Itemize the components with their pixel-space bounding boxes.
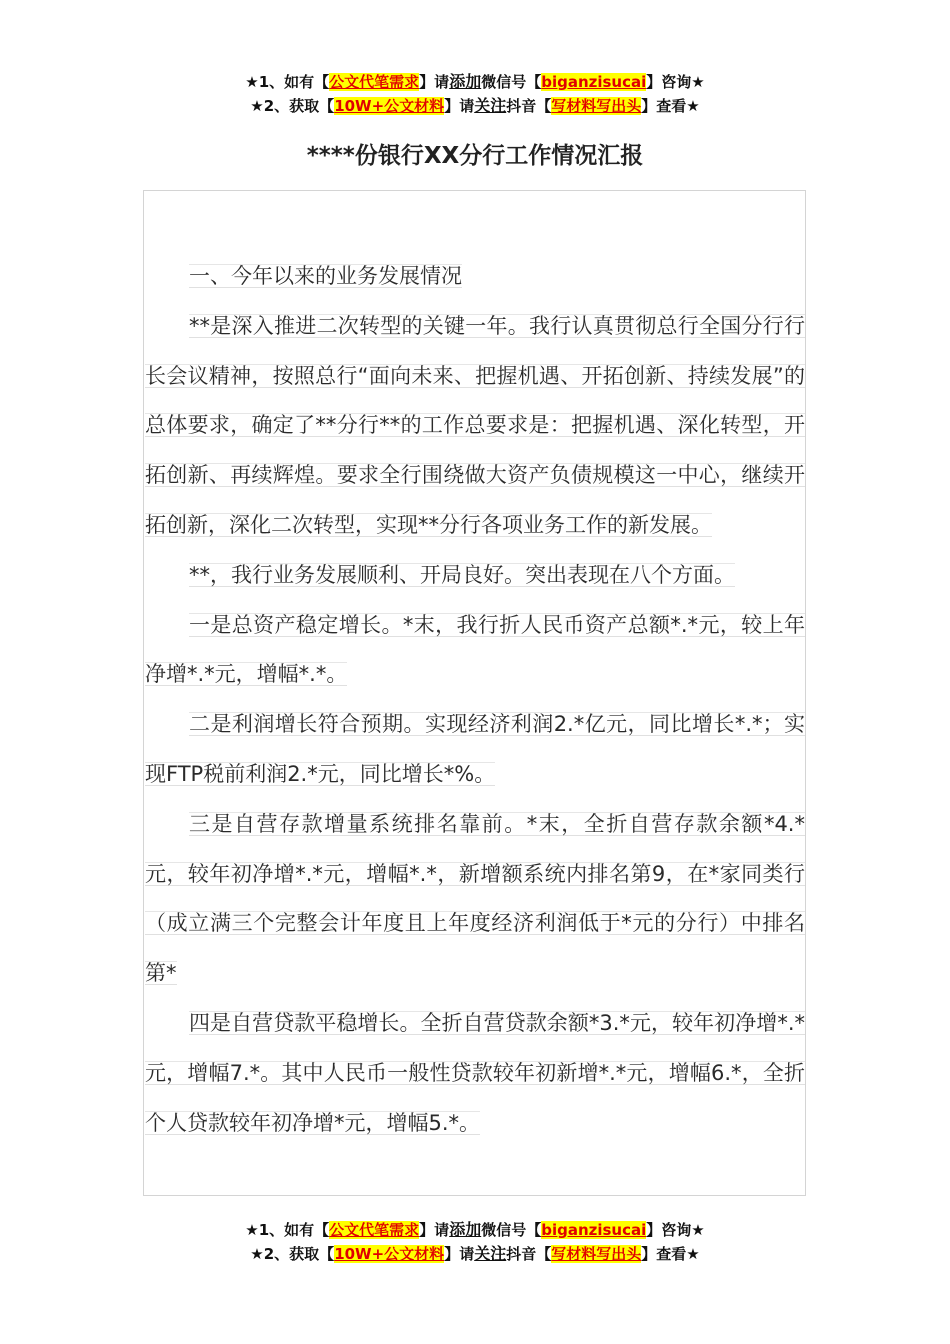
ad-line-1 <box>0 1218 950 1242</box>
ad-text: 】查看★ <box>641 97 700 115</box>
paragraph <box>145 800 805 999</box>
ad-highlight: 10W+公文材料 <box>334 1245 445 1263</box>
ad-highlight: 10W+公文材料 <box>334 97 445 115</box>
ad-text: 】请 <box>419 73 450 91</box>
ad-text: ★1、如有【 <box>245 1221 330 1239</box>
paragraph-text: **是深入推进二次转型的关键一年。我行认真贯彻总行全国分行行长会议精神，按照总行“面向未来、把握机遇、开拓创新、持续发展”的总体要求，确定了**分行**的工作总要求是：把握机遇、深化转型，开拓创新、再续辉煌。要求全行围绕做大资产负债规模这一中心，继续开拓创新，深化二次转型，实现**分行各项业务工作的新发展。 <box>145 313 805 537</box>
ad-line-2 <box>0 1242 950 1266</box>
paragraph-text: 二是利润增长符合预期。实现经济利润2.*亿元，同比增长*.*；实现FTP税前利润2.*元，同比增长*%。 <box>145 712 805 786</box>
ad-text: 】咨询★ <box>646 73 705 91</box>
ad-highlight: biganzisucai <box>541 1221 647 1239</box>
ad-text: 】咨询★ <box>646 1221 705 1239</box>
ad-line-1 <box>0 70 950 94</box>
paragraph-text: 一、今年以来的业务发展情况 <box>189 264 462 288</box>
paragraph <box>145 302 805 551</box>
paragraph <box>145 700 805 800</box>
ad-highlight: 公文代笔需求 <box>329 73 420 91</box>
ad-underline: 关注 <box>474 1244 507 1263</box>
paragraph <box>145 601 805 701</box>
ad-text: 】请 <box>444 1245 475 1263</box>
paragraph-text: 四是自营贷款平稳增长。全折自营贷款余额*3.*元，较年初净增*.*元，增幅7.*。其中人民币一般性贷款较年初新增*.*元，增幅6.*，全折个人贷款较年初净增*元，增幅5.*。 <box>145 1010 805 1135</box>
ad-highlight: 写材料写出头 <box>551 1245 642 1263</box>
ad-highlight: 写材料写出头 <box>551 97 642 115</box>
ad-banner-bottom <box>0 1218 950 1266</box>
section-heading <box>145 252 805 302</box>
document-title: ****份银行XX分行工作情况汇报 <box>306 143 644 169</box>
document-body <box>145 252 805 1148</box>
ad-text: ★2、获取【 <box>250 97 335 115</box>
ad-underline: 关注 <box>474 96 507 115</box>
paragraph <box>145 999 805 1148</box>
paragraph <box>145 551 805 601</box>
paragraph-text: 三是自营存款增量系统排名靠前。*末，全折自营存款余额*4.*元，较年初净增*.*元，增幅*.*，新增额系统内排名第9，在*家同类行（成立满三个完整会计年度且上年度经济利润低于*元的分行）中排名第* <box>145 811 805 986</box>
ad-text: 微信号【 <box>481 73 542 91</box>
paragraph-text: **，我行业务发展顺利、开局良好。突出表现在八个方面。 <box>189 562 735 587</box>
ad-text: ★2、获取【 <box>250 1245 335 1263</box>
ad-text: 微信号【 <box>481 1221 542 1239</box>
paragraph-text: 一是总资产稳定增长。*末，我行折人民币资产总额*.*元，较上年净增*.*元，增幅*.*。 <box>145 612 805 687</box>
ad-text: 抖音【 <box>506 97 552 115</box>
ad-banner-top <box>0 70 950 118</box>
ad-text: 】查看★ <box>641 1245 700 1263</box>
ad-text: 抖音【 <box>506 1245 552 1263</box>
ad-highlight: 公文代笔需求 <box>329 1221 420 1239</box>
ad-text: ★1、如有【 <box>245 73 330 91</box>
ad-line-2 <box>0 94 950 118</box>
ad-underline: 添加 <box>449 1220 482 1239</box>
ad-underline: 添加 <box>449 72 482 91</box>
ad-text: 】请 <box>419 1221 450 1239</box>
ad-text: 】请 <box>444 97 475 115</box>
ad-highlight: biganzisucai <box>541 73 647 91</box>
